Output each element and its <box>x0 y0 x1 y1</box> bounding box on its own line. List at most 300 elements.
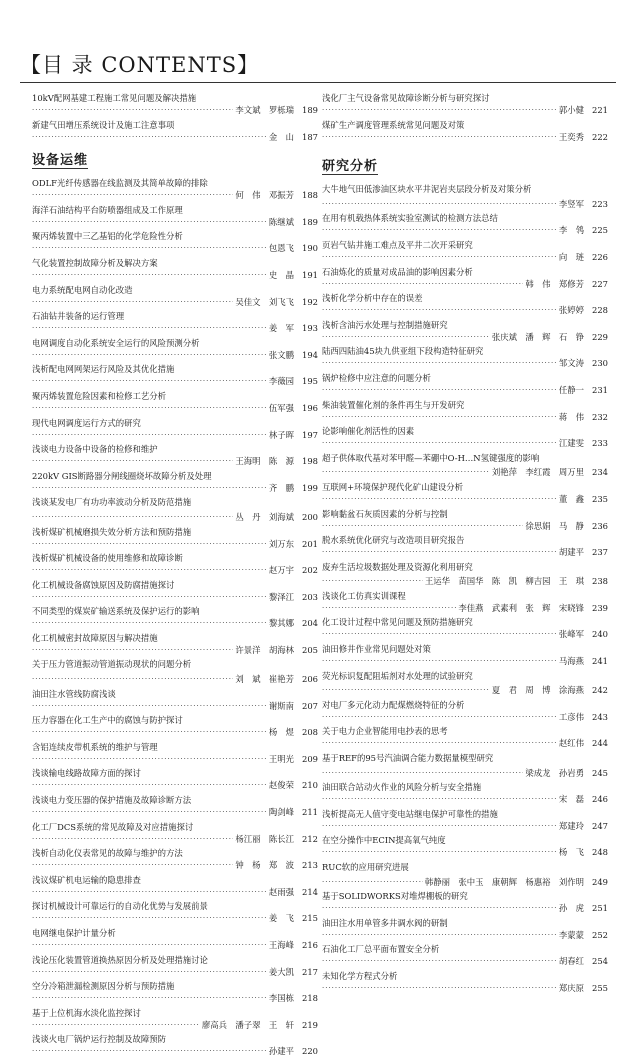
toc-entry-leader-line <box>322 411 608 423</box>
toc-entry-leader-line <box>32 216 318 228</box>
toc-entry-page: 205 <box>302 644 318 655</box>
toc-entry <box>322 670 608 682</box>
dot-leader <box>322 737 557 749</box>
left-column <box>32 92 318 1060</box>
toc-entry-title: 浅析含油污水处理与控制措施研究 <box>322 319 448 330</box>
toc-entry-author: 向 琏 <box>558 251 584 262</box>
dot-leader <box>322 546 557 558</box>
toc-entry-title: 浅谈电力变压器的保护措施及故障诊断方法 <box>32 795 192 806</box>
toc-entry <box>32 954 318 978</box>
toc-entry-author: 张庆斌 潘 辉 石 铮 <box>491 331 584 342</box>
toc-entry-leader-line <box>322 902 608 914</box>
toc-entry <box>322 781 608 805</box>
toc-entry <box>32 632 318 656</box>
toc-entry-leader-line <box>32 644 318 656</box>
toc-entry-leader-line <box>322 628 608 640</box>
toc-entry <box>322 699 608 723</box>
toc-entry-author: 郭小健 <box>558 105 584 115</box>
toc-entry-page: 187 <box>302 131 318 142</box>
toc-entry-title: 大牛地气田低渗油区块水平井泥岩夹层段分析及对策分析 <box>322 184 532 195</box>
toc-entry-author: 邹文涛 <box>558 358 584 369</box>
toc-entry-page: 219 <box>302 1019 318 1030</box>
dot-leader <box>32 511 233 523</box>
toc-entry <box>322 292 608 316</box>
toc-entry-leader-line <box>32 833 318 845</box>
toc-entry-author: 李 鸰 <box>558 225 584 236</box>
toc-entry-title: 对电厂多元化动力配煤燃烧特征的分析 <box>322 699 465 710</box>
toc-entry <box>32 552 318 576</box>
dot-leader <box>32 833 233 845</box>
toc-entry-page: 246 <box>592 794 608 805</box>
toc-entry-author: 谢斯南 <box>268 700 294 711</box>
toc-entry-title: 未知化学方程式分析 <box>322 970 398 981</box>
toc-entry-title: 在用有机载热体系统实验室测试的检测方法总结 <box>322 213 498 224</box>
toc-entry <box>322 319 608 343</box>
toc-entry-leader-line <box>322 929 608 941</box>
toc-entry-page: 192 <box>302 296 318 307</box>
toc-entry <box>32 900 318 924</box>
toc-entry-author: 姜 军 <box>268 323 294 334</box>
toc-entry <box>32 417 318 441</box>
toc-entry <box>322 616 608 640</box>
toc-entry-title: 煤矿生产调度管理系统常见问题及对策 <box>322 119 465 130</box>
toc-entry <box>322 834 608 858</box>
toc-entry-title: 石油化工厂总平面布置安全分析 <box>322 944 440 955</box>
toc-entry-author: 李文斌 罗栎瑞 <box>235 105 294 115</box>
toc-entry-author: 齐 鹏 <box>268 482 294 493</box>
toc-entry-title: 关于压力管道振动管道振动现状的问题分析 <box>32 659 192 670</box>
toc-entry-page: 202 <box>302 565 318 576</box>
toc-entry <box>322 183 608 195</box>
toc-entry-author: 李佳燕 武素利 张 辉 宋晓锋 <box>458 602 584 613</box>
toc-entry-author: 陈继斌 <box>268 216 294 227</box>
dot-leader <box>322 466 490 478</box>
toc-entry-leader-line <box>322 767 608 779</box>
toc-entry-page: 248 <box>592 847 608 858</box>
toc-entry-leader-line <box>32 966 318 978</box>
toc-entry <box>32 688 318 712</box>
toc-entry-author: 李蒙蒙 <box>558 929 584 940</box>
dot-leader <box>322 684 490 696</box>
toc-entry-page: 198 <box>302 456 318 467</box>
toc-entry-page: 208 <box>302 727 318 738</box>
toc-entry-page: 220 <box>302 1046 318 1057</box>
toc-entry-page: 207 <box>302 700 318 711</box>
toc-entry-page: 195 <box>302 376 318 387</box>
toc-entry <box>32 310 318 334</box>
toc-entry <box>32 363 318 387</box>
right-top-list <box>322 92 608 143</box>
toc-entry-title: 基于上位机海水淡化监控探讨 <box>32 1007 141 1018</box>
toc-entry-page: 218 <box>302 993 318 1004</box>
toc-entry-author: 何 伟 邓振芳 <box>235 190 294 201</box>
toc-entry-leader-line <box>32 779 318 791</box>
dot-leader <box>322 982 557 994</box>
dot-leader <box>322 384 557 396</box>
toc-entry-page: 237 <box>592 547 608 558</box>
toc-entry-title: 浅析配电网网架运行风险及其优化措施 <box>32 364 175 375</box>
toc-entry-author: 杨 煜 <box>268 727 294 738</box>
toc-entry-title: 影响黏盆石灰质因素的分析与控制 <box>322 508 448 519</box>
dot-leader <box>322 929 557 941</box>
header-divider <box>20 82 616 83</box>
toc-entry-leader-line <box>322 655 608 667</box>
toc-entry-page: 230 <box>592 358 608 369</box>
right-main-list <box>322 183 608 994</box>
toc-entry-page: 211 <box>302 807 318 818</box>
toc-entry-leader-line <box>32 806 318 818</box>
toc-entry-title: 浅析化学分析中存在的误差 <box>322 293 423 304</box>
dot-leader <box>322 198 557 210</box>
toc-entry-title: 化工设计过程中常见问题及预防措施研究 <box>322 617 473 628</box>
toc-entry <box>32 511 318 523</box>
toc-entry-title: 空分冷箱泄漏检测原因分析与预防措施 <box>32 981 175 992</box>
toc-entry-author: 夏 君 周 博 涂海燕 <box>491 685 584 696</box>
toc-entry-leader-line <box>32 242 318 254</box>
toc-entry-page: 206 <box>302 674 318 685</box>
dot-leader <box>322 711 557 723</box>
toc-entry-title: 石油钻井装备的运行管理 <box>32 311 125 322</box>
toc-entry <box>32 741 318 765</box>
toc-entry <box>32 658 318 670</box>
toc-entry <box>32 714 318 738</box>
toc-entry-title: 浅析煤矿机械设备的使用维修和故障诊断 <box>32 553 183 564</box>
dot-leader <box>32 753 267 765</box>
toc-entry-leader-line <box>32 296 318 308</box>
toc-entry-author: 伍军强 <box>268 402 294 413</box>
toc-entry-page: 214 <box>302 886 318 897</box>
toc-entry-leader-line <box>322 357 608 369</box>
toc-entry-leader-line <box>322 304 608 316</box>
toc-entry-page: 227 <box>592 278 608 289</box>
toc-entry-leader-line <box>32 322 318 334</box>
toc-entry-title: 浅谈电力设备中设备的检修和维护 <box>32 444 158 455</box>
toc-entry-author: 林子晖 <box>268 429 294 440</box>
dot-leader <box>322 820 557 832</box>
toc-entry <box>322 561 608 573</box>
toc-entry-leader-line <box>322 684 608 696</box>
toc-entry-author: 包恩飞 <box>268 243 294 254</box>
toc-entry <box>32 794 318 818</box>
toc-entry-leader-line <box>322 846 608 858</box>
toc-entry-author: 廖高兵 潘子翠 王 轩 <box>201 1019 294 1030</box>
toc-entry-author: 钟 杨 郑 波 <box>235 860 294 871</box>
dot-leader <box>32 131 267 143</box>
toc-entry <box>322 643 608 667</box>
toc-entry-leader-line <box>322 437 608 449</box>
dot-leader <box>32 349 267 361</box>
toc-entry-author: 赵俊荣 <box>268 780 294 791</box>
toc-entry-title: 浅析提高无人值守变电站继电保护可靠性的措施 <box>322 808 498 819</box>
toc-entry <box>32 874 318 898</box>
toc-entry <box>322 534 608 558</box>
dot-leader <box>322 955 557 967</box>
dot-leader <box>322 104 557 116</box>
toc-entry <box>322 452 608 464</box>
toc-entry-title: 化工厂DCS系统的常见故障及对应措施探讨 <box>32 821 194 832</box>
toc-entry <box>322 372 608 396</box>
toc-entry-page: 254 <box>592 956 608 967</box>
dot-leader <box>32 402 267 414</box>
toc-entry-leader-line <box>32 673 318 685</box>
toc-entry-author: 张峰军 <box>558 629 584 640</box>
toc-entry-author: 丛 丹 刘海斌 <box>235 511 294 522</box>
toc-entry-title: 石油炼化的质量对成品油的影响因素分析 <box>322 266 473 277</box>
toc-entry-page: 193 <box>302 323 318 334</box>
toc-entry <box>32 1007 318 1031</box>
toc-entry-author: 陶剑峰 <box>268 807 294 818</box>
toc-entry-page: 221 <box>592 105 608 115</box>
dot-leader <box>322 628 557 640</box>
toc-entry-leader-line <box>322 104 608 116</box>
toc-entry-leader-line <box>322 251 608 263</box>
toc-entry <box>322 767 608 779</box>
toc-entry <box>32 821 318 845</box>
toc-entry-author: 金 山 <box>268 131 294 142</box>
toc-entry-page: 235 <box>592 493 608 504</box>
toc-entry-title: 论影响催化剂活性的因素 <box>322 426 415 437</box>
toc-entry <box>322 752 608 764</box>
toc-entry-title: 基于SOLIDWORKS对堆焊棚板的研究 <box>322 891 468 902</box>
toc-entry-title: 荧光标识复配阻垢剂对水处理的试验研究 <box>322 670 473 681</box>
dot-leader <box>32 644 233 656</box>
toc-entry <box>32 847 318 871</box>
toc-entry <box>32 470 318 494</box>
toc-entry-page: 203 <box>302 591 318 602</box>
toc-entry-author: 王运华 苗国华 陈 凯 柳吉园 王 琪 <box>424 576 584 587</box>
toc-entry <box>322 876 608 888</box>
dot-leader <box>32 1045 267 1057</box>
toc-entry-leader-line <box>32 564 318 576</box>
toc-entry-title: 化工机械设备腐蚀原因及防腐措施探讨 <box>32 579 175 590</box>
toc-entry-page: 197 <box>302 429 318 440</box>
toc-entry-leader-line <box>322 520 608 532</box>
toc-entry-page: 255 <box>592 982 608 993</box>
toc-entry-leader-line <box>32 538 318 550</box>
toc-entry-author: 刘 斌 崔艳芳 <box>235 674 294 685</box>
toc-entry-title: 油田修井作业常见问题处对策 <box>322 644 431 655</box>
dot-leader <box>32 912 267 924</box>
toc-entry-page: 189 <box>302 105 318 115</box>
toc-entry-author: 韩 伟 郑修芳 <box>525 278 584 289</box>
toc-entry <box>322 119 608 143</box>
toc-entry <box>32 1033 318 1057</box>
toc-entry-author: 胡春红 <box>558 956 584 967</box>
toc-entry-title: 220kV GIS断路器分闸线圈烧坏故障分析及处理 <box>32 470 212 481</box>
toc-entry-title: ODLF光纤传感器在线监测及其简单故障的排除 <box>32 178 208 189</box>
dot-leader <box>32 591 267 603</box>
toc-entry-leader-line <box>32 1019 318 1031</box>
toc-entry-leader-line <box>32 349 318 361</box>
toc-entry-leader-line <box>32 1045 318 1057</box>
toc-entry-author: 黎泽江 <box>268 591 294 602</box>
toc-entry-page: 190 <box>302 243 318 254</box>
toc-entry-page: 229 <box>592 331 608 342</box>
toc-entry-author: 赵雨强 <box>268 886 294 897</box>
toc-entry-title: 浅论压化装置管道换热原因分析及处理措施讨论 <box>32 954 208 965</box>
toc-entry-title: 气化装置控制故障分析及解决方案 <box>32 257 158 268</box>
toc-entry-page: 199 <box>302 482 318 493</box>
toc-entry <box>32 579 318 603</box>
toc-entry <box>322 725 608 749</box>
section-heading-equipment: 设备运维 <box>32 153 89 169</box>
dot-leader <box>32 104 233 116</box>
toc-entry-author: 王奕秀 <box>558 131 584 142</box>
dot-leader <box>322 575 423 587</box>
toc-entry-page: 222 <box>592 131 608 142</box>
toc-entry-author: 吴佳文 刘飞飞 <box>235 296 294 307</box>
toc-entry <box>32 496 318 508</box>
toc-entry-author: 郑建玲 <box>558 820 584 831</box>
toc-entry <box>322 861 608 873</box>
dot-leader <box>32 966 267 978</box>
contents-header <box>20 52 616 80</box>
toc-entry-leader-line <box>322 876 608 888</box>
toc-entry-leader-line <box>32 269 318 281</box>
toc-entry <box>322 345 608 369</box>
toc-entry-page: 204 <box>302 618 318 629</box>
toc-entry-page: 200 <box>302 511 318 522</box>
toc-entry-author: 工彦伟 <box>558 711 584 722</box>
dot-leader <box>322 251 557 263</box>
toc-entry <box>32 230 318 254</box>
toc-entry-leader-line <box>32 726 318 738</box>
toc-entry-page: 234 <box>592 467 608 478</box>
toc-entry-title: 聚丙烯装置危险因素和检修工艺分析 <box>32 390 166 401</box>
toc-entry-leader-line <box>322 131 608 143</box>
toc-entry-leader-line <box>322 466 608 478</box>
dot-leader <box>32 429 267 441</box>
toc-entry-page: 236 <box>592 520 608 531</box>
toc-entry-leader-line <box>322 278 608 290</box>
toc-entry-title: 新建气田增压系统设计及施工注意事项 <box>32 119 175 130</box>
dot-leader <box>322 224 557 236</box>
dot-leader <box>32 726 267 738</box>
toc-entry-author: 史 晶 <box>268 269 294 280</box>
toc-entry-page: 228 <box>592 305 608 316</box>
dot-leader <box>32 939 267 951</box>
toc-entry-page: 244 <box>592 738 608 749</box>
dot-leader <box>322 846 557 858</box>
toc-entry-author: 董 鑫 <box>558 493 584 504</box>
toc-entry-author: 韩静丽 张中玉 康朝辉 杨惠裕 刘作明 <box>424 876 584 887</box>
toc-entry-author: 蒋 伟 <box>558 411 584 422</box>
dot-leader <box>322 331 490 343</box>
dot-leader <box>32 189 233 201</box>
toc-entry-title: 页岩气钻井施工难点及平井二次开采研究 <box>322 239 473 250</box>
dot-leader <box>32 617 267 629</box>
toc-entry-page: 247 <box>592 820 608 831</box>
dot-leader <box>322 304 557 316</box>
dot-leader <box>322 602 456 614</box>
toc-entry-page: 213 <box>302 860 318 871</box>
toc-entry <box>322 198 608 210</box>
toc-entry-author: 江建雯 <box>558 438 584 449</box>
toc-entry-author: 梁成龙 孙岩勇 <box>525 767 584 778</box>
toc-entry <box>322 466 608 478</box>
toc-entry-page: 212 <box>302 833 318 844</box>
toc-entry <box>322 970 608 994</box>
toc-entry-author: 孙 虎 <box>558 903 584 914</box>
toc-entry-author: 刘万东 <box>268 538 294 549</box>
toc-entry-author: 姜 飞 <box>268 913 294 924</box>
toc-entry-page: 243 <box>592 711 608 722</box>
section-heading-research: 研究分析 <box>322 159 379 175</box>
toc-entry-author: 许景洋 胡海林 <box>235 644 294 655</box>
toc-entry-page: 232 <box>592 411 608 422</box>
toc-entry <box>32 284 318 308</box>
dot-leader <box>32 269 267 281</box>
toc-entry-leader-line <box>32 429 318 441</box>
toc-entry-title: 浅谈化工仿真实训课程 <box>322 590 406 601</box>
toc-entry-title: 压力容器在化工生产中的腐蚀与防护探讨 <box>32 715 183 726</box>
toc-entry-leader-line <box>32 859 318 871</box>
dot-leader <box>32 700 267 712</box>
dot-leader <box>32 216 267 228</box>
toc-entry-title: 聚丙烯装置中三乙基铝的化学危险性分析 <box>32 231 183 242</box>
dot-leader <box>322 131 557 143</box>
toc-entry-page: 196 <box>302 402 318 413</box>
toc-entry-author: 张文鹏 <box>268 349 294 360</box>
dot-leader <box>322 278 523 290</box>
toc-entry-leader-line <box>322 737 608 749</box>
toc-entry-leader-line <box>32 617 318 629</box>
toc-entry-leader-line <box>32 511 318 523</box>
toc-entry-page: 216 <box>302 940 318 950</box>
toc-entry-title: 超子供体取代基对苯甲醛—苯硼中O-H…N氢键强度的影响 <box>322 452 540 463</box>
toc-entry-page: 188 <box>302 190 318 201</box>
toc-entry-leader-line <box>322 955 608 967</box>
toc-entry-title: 电力系统配电网自动化改造 <box>32 284 133 295</box>
toc-entry-page: 223 <box>592 198 608 209</box>
toc-entry-title: RUC软的应用研究进展 <box>322 862 409 872</box>
toc-entry-leader-line <box>322 224 608 236</box>
toc-entry-title: 废弃生活垃圾数据处理及资源化利用研究 <box>322 561 473 572</box>
toc-entry-leader-line <box>32 591 318 603</box>
toc-entry-leader-line <box>32 189 318 201</box>
toc-entry-page: 239 <box>592 602 608 613</box>
toc-entry <box>322 212 608 236</box>
dot-leader <box>322 437 557 449</box>
toc-entry-title: 浅析煤矿机械磨损失效分析方法和预防措施 <box>32 526 192 537</box>
toc-entry <box>322 425 608 449</box>
toc-entry <box>32 443 318 467</box>
toc-entry-leader-line <box>32 402 318 414</box>
toc-entry <box>322 890 608 914</box>
toc-entry <box>322 399 608 423</box>
toc-entry-leader-line <box>32 375 318 387</box>
toc-entry-author: 孙建平 <box>268 1046 294 1057</box>
toc-entry-page: 194 <box>302 349 318 360</box>
dot-leader <box>322 520 523 532</box>
toc-entry <box>32 119 318 143</box>
toc-entry-author: 胡建平 <box>558 547 584 558</box>
toc-entry-page: 242 <box>592 685 608 696</box>
toc-entry-title: 脱水系统优化研究与改造项目研究报告 <box>322 535 465 546</box>
dot-leader <box>32 859 233 871</box>
dot-leader <box>322 876 423 888</box>
toc-entry-page: 245 <box>592 767 608 778</box>
dot-leader <box>32 564 267 576</box>
toc-entry-page: 225 <box>592 225 608 236</box>
toc-entry-leader-line <box>32 912 318 924</box>
toc-entry-author: 王明光 <box>268 753 294 764</box>
toc-entry-title: 浅谈某发电厂有功功率波动分析及防范措施 <box>32 497 192 508</box>
toc-entry-leader-line <box>32 104 318 116</box>
toc-entry-leader-line <box>32 455 318 467</box>
toc-entry-page: 226 <box>592 251 608 262</box>
dot-leader <box>32 482 267 494</box>
